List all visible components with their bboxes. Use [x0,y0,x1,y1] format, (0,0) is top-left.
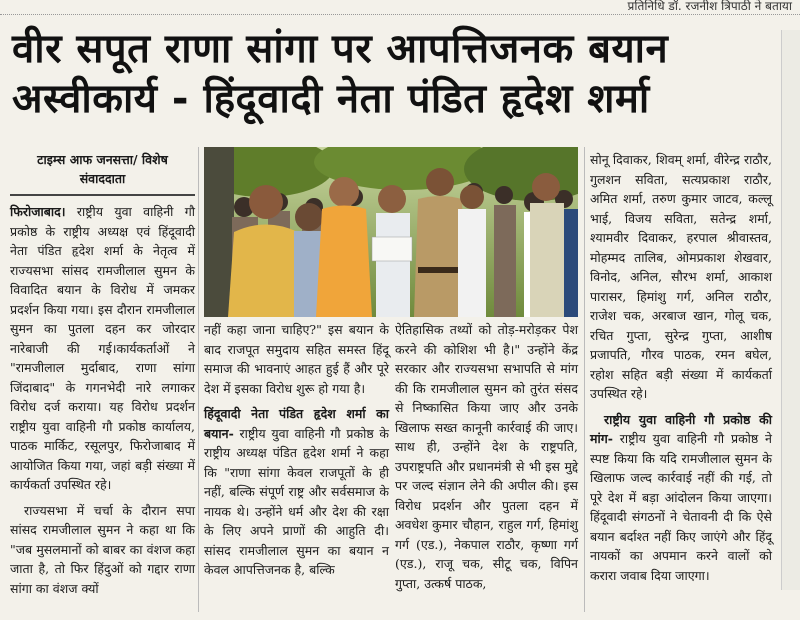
top-strip-text: प्रतिनिधि डॉ. रजनीश त्रिपाठी ने बताया [627,0,792,13]
adjacent-page-edge [781,30,800,590]
subheading: हिंदूवादी नेता पंडित हृदेश शर्मा का बयान- [204,406,389,441]
paragraph-text: राष्ट्रीय युवा वाहिनी गौ प्रकोष्ठ के राष्ट्रीय अध्यक्ष पंडित हृदेश शर्मा ने कहा कि "राणा सांगा केवल राजपूतों के ही नहीं, बल्कि संपूर्ण राष्ट्र और सर्वसमाज के नायक थे। उन्होंने धर्म और देश की रक्षा के लिए अपने प्राणों की आहुति दी। सांसद रामजीलाल सुमन का बयान न केवल आपत्तिजनक है, बल्कि [204,425,389,577]
article-column-2 [204,320,389,580]
article-column-4 [590,150,772,585]
paragraph [204,404,389,580]
top-strip [0,0,800,15]
article-column-3 [395,320,578,593]
headline-line-1: वीर सपूत राणा सांगा पर आपत्तिजनक बयान [12,26,669,72]
paragraph: ऐतिहासिक तथ्यों को तोड़-मरोड़कर पेश करने की कोशिश भी है।" उन्होंने केंद्र सरकार और राज्यसभा सभापति से मांग की कि रामजीलाल सुमन को तुरंत संसद से निष्कासित किया जाए और उनके खिलाफ सख्त कानूनी कार्रवाई की जाए। साथ ही, उन्होंने देश के राष्ट्रपति, उपराष्ट्रपति और प्रधानमंत्री से भी इस मुद्दे पर जल्द संज्ञान लेने की अपील की। इस विरोध प्रदर्शन और पुतला दहन में अवधेश कुमार चौहान, राहुल गर्ग, हिमांशु गर्ग (एड.), नेकपाल राठौर, कृष्णा गर्ग (एड.), राजू चक, सीटू चक, विपिन गुप्ता, उत्कर्ष पाठक, [395,322,578,591]
column-divider [198,147,199,612]
paragraph: राज्यसभा में चर्चा के दौरान सपा सांसद रामजीलाल सुमन ने कहा था कि "जब मुसलमानों को बाबर का वंशज कहा जाता है, तो फिर हिंदुओं को गद्दार राणा सांगा का वंशज क्यों [10,502,195,596]
paragraph-text: राष्ट्रीय युवा वाहिनी गौ प्रकोष्ठ ने स्पष्ट किया कि यदि रामजीलाल सुमन के खिलाफ जल्द कार्रवाई नहीं की गई, तो पूरे देश में बड़ा आंदोलन किया जाएगा। हिंदूवादी संगठनों ने चेतावनी दी कि ऐसे बयान बर्दाश्त नहीं किए जाएंगे और हिंदू नायकों का अपमान करने वालों को करारा जवाब दिया जाएगा। [590,431,772,583]
paragraph: सोनू दिवाकर, शिवम् शर्मा, वीरेन्द्र राठौर, गुलशन सविता, सत्यप्रकाश राठौर, अमित शर्मा, तरुण कुमार जाटव, कल्लू भाई, विजय सविता, सतेन्द्र शर्मा, श्यामवीर दिवाकर, हरपाल श्रीवास्तव, मोहम्मद तालिब, ओमप्रकाश शेखवार, विनोद, अनिल, सौरभ शर्मा, आकाश पारासर, हिमांशु गर्ग, अनिल राठौर, राजेश चक, अरबाज खान, गोलू चक, रचित गुप्ता, सुरेन्द्र गुप्ता, आशीष प्रजापति, गौरव पाठक, रमन बघेल, रहोश सहित बड़ी संख्या में कार्यकर्ता उपस्थित रहे। [590,152,772,401]
byline: टाइम्स आफ जनसत्ता/ विशेष संवाददाता [10,150,195,196]
news-photo [204,147,578,317]
column-divider [584,147,585,612]
paragraph-text: राष्ट्रीय युवा वाहिनी गौ प्रकोष्ठ के राष्ट्रीय अध्यक्ष एवं हिंदूवादी नेता पंडित हृदेश शर्मा के नेतृत्व में राज्यसभा सांसद रामजीलाल सुमन के विवादित बयान के विरोध में जमकर प्रदर्शन किया गया। इस दौरान रामजीलाल सुमन का पुतला दहन कर जोरदार नारेबाजी की गई।कार्यकर्ताओं ने "रामजीलाल मुर्दाबाद, राणा सांगा जिंदाबाद" के गगनभेदी नारे लगाकर विरोध दर्ज कराया। यह विरोध प्रदर्शन राष्ट्रीय युवा वाहिनी गौ प्रकोष्ठ कार्यालय, पाठक मार्किट, रसूलपुर, फिरोजाबाद में आयोजित किया गया, जहां बड़ी संख्या में कार्यकर्ता उपस्थित रहे। [10,204,195,492]
headline-line-2: अस्वीकार्य - हिंदूवादी नेता पंडित हृदेश शर्मा [12,76,650,122]
paragraph: नहीं कहा जाना चाहिए?" इस बयान के बाद राजपूत समुदाय सहित समस्त हिंदू समाज की भावनाएं आहत हुई हैं और पूरे देश में इसका विरोध शुरू हो गया है। [204,322,389,396]
article-column-1 [10,150,195,598]
protest-crowd-photo [204,147,578,317]
subheading: राष्ट्रीय युवा वाहिनी गौ प्रकोष्ठ की मांग- [590,411,772,446]
paragraph [590,410,772,586]
paragraph [10,202,195,495]
dateline: फिरोजाबाद। [10,204,66,219]
headline [12,24,788,124]
